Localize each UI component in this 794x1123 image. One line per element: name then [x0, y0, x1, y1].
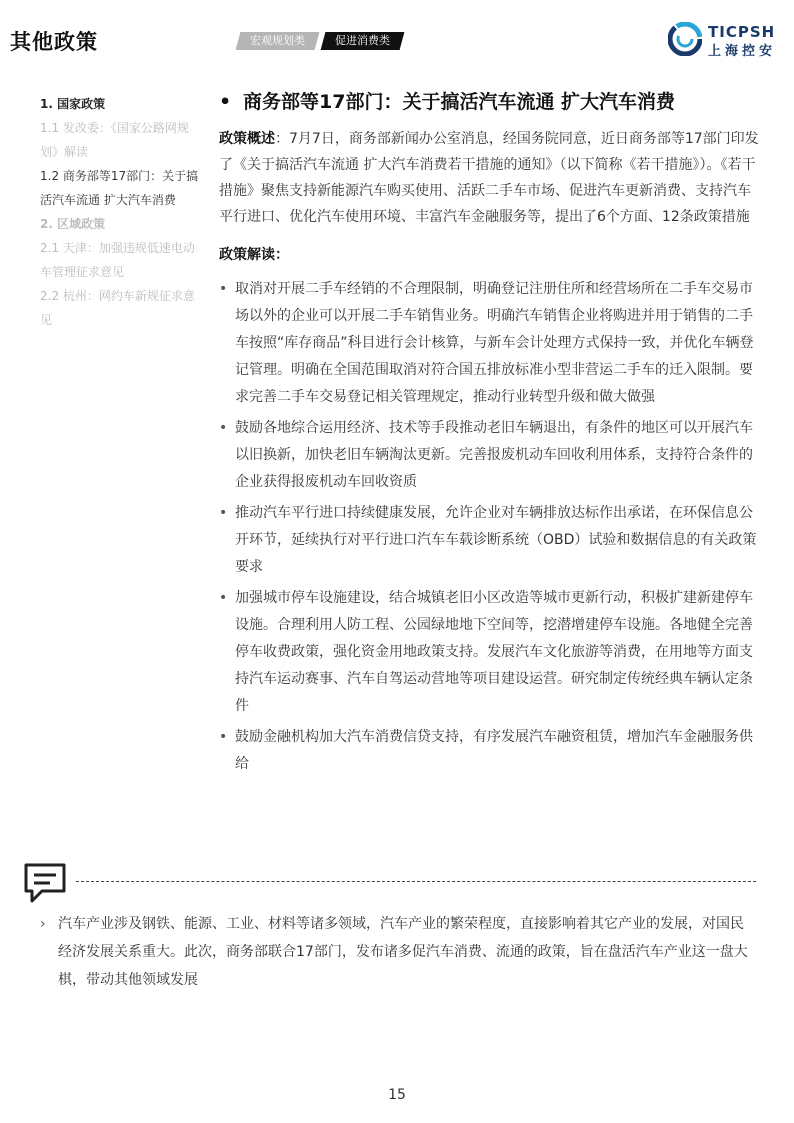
list-item: • 加强城市停车设施建设，结合城镇老旧小区改造等城市更新行动，积极扩建新建停车设施。合理利用人防工程、公园绿地地下空间等，挖潜增建停车设施。各地健全完善停车收费政策，强化资金用地政策支持。发展汽车文化旅游等消费，在用地等方面支持汽车运动赛事、汽车自驾运动营地等项目建设运营。研究制定传统经典车辆认定条件	[219, 585, 759, 720]
category-tags	[238, 32, 408, 50]
section-divider	[76, 881, 756, 882]
logo-swirl-icon	[668, 22, 702, 56]
toc-item-auto-consumption[interactable]: 1.2 商务部等17部门：关于搞活汽车流通 扩大汽车消费	[40, 169, 199, 207]
toc-item-hangzhou-ride-hailing[interactable]: 2.2 杭州：网约车新规征求意见	[40, 289, 195, 327]
toc-item-national-policy[interactable]: 1. 国家政策	[40, 97, 106, 111]
chevron-right-icon: ›	[40, 916, 46, 932]
toc-item-regional-policy[interactable]: 2. 区域政策	[40, 217, 106, 231]
list-item: • 鼓励金融机构加大汽车消费信贷支持，有序发展汽车融资租赁，增加汽车金融服务供给	[219, 724, 759, 778]
policy-title: • 商务部等17部门：关于搞活汽车流通 扩大汽车消费	[219, 84, 759, 120]
logo-english-text: TICPSH	[708, 23, 776, 41]
list-item: • 推动汽车平行进口持续健康发展，允许企业对车辆排放达标作出承诺，在环保信息公开环节，延续执行对平行进口汽车车载诊断系统（OBD）试验和数据信息的有关政策要求	[219, 500, 759, 581]
list-item: • 鼓励各地综合运用经济、技术等手段推动老旧车辆退出，有条件的地区可以开展汽车以旧换新，加快老旧车辆淘汰更新。完善报废机动车回收利用体系，支持符合条件的企业获得报废机动车回收资质	[219, 415, 759, 496]
tag-macro-planning[interactable]: 宏观规划类	[236, 32, 320, 50]
list-item: • 取消对开展二手车经销的不合理限制，明确登记注册住所和经营场所在二手车交易市场以外的企业可以开展二手车销售业务。明确汽车销售企业将购进并用于销售的二手车按照“库存商品”科目进行会计核算，与新车会计处理方式保持一致，并优化车辆登记管理。明确在全国范围取消对符合国五排放标准小型非营运二手车的迁入限制。要求完善二手车交易登记相关管理规定，推动行业转型升级和做大做强	[219, 276, 759, 411]
comment-icon	[22, 861, 68, 905]
company-logo	[668, 22, 786, 58]
toc-item-tianjin-ev[interactable]: 2.1 天津：加强违规低速电动车管理征求意见	[40, 241, 195, 279]
main-content	[219, 84, 759, 782]
page-section-title: 其他政策	[10, 30, 98, 54]
policy-interpretation-heading: 政策解读：	[219, 247, 289, 263]
page-number: 15	[388, 1087, 406, 1103]
interpretation-list	[219, 276, 759, 778]
summary-note: › 汽车产业涉及钢铁、能源、工业、材料等诸多领域，汽车产业的繁荣程度，直接影响着其它产业的发展，对国民经济发展关系重大。此次，商务部联合17部门，发布诸多促汽车消费、流通的政策，旨在盘活汽车产业这一盘大棋，带动其他领域发展	[40, 910, 756, 994]
tag-consumption[interactable]: 促进消费类	[321, 32, 405, 50]
bullet-dot-icon: •	[219, 91, 232, 113]
table-of-contents	[40, 92, 200, 332]
policy-overview: 政策概述：7月7日，商务部新闻办公室消息，经国务院同意，近日商务部等17部门印发了《关于搞活汽车流通 扩大汽车消费若干措施的通知》（以下简称《若干措施》）。《若干措施》聚焦支持新能源汽车购买使用、活跃二手车市场、促进汽车更新消费、支持汽车平行进口、优化汽车使用环境、丰富汽车金融服务等，提出了6个方面、12条政策措施	[219, 131, 759, 225]
toc-item-road-network-plan[interactable]: 1.1 发改委：《国家公路网规划》解读	[40, 121, 189, 159]
logo-chinese-text: 上海控安	[708, 44, 777, 59]
